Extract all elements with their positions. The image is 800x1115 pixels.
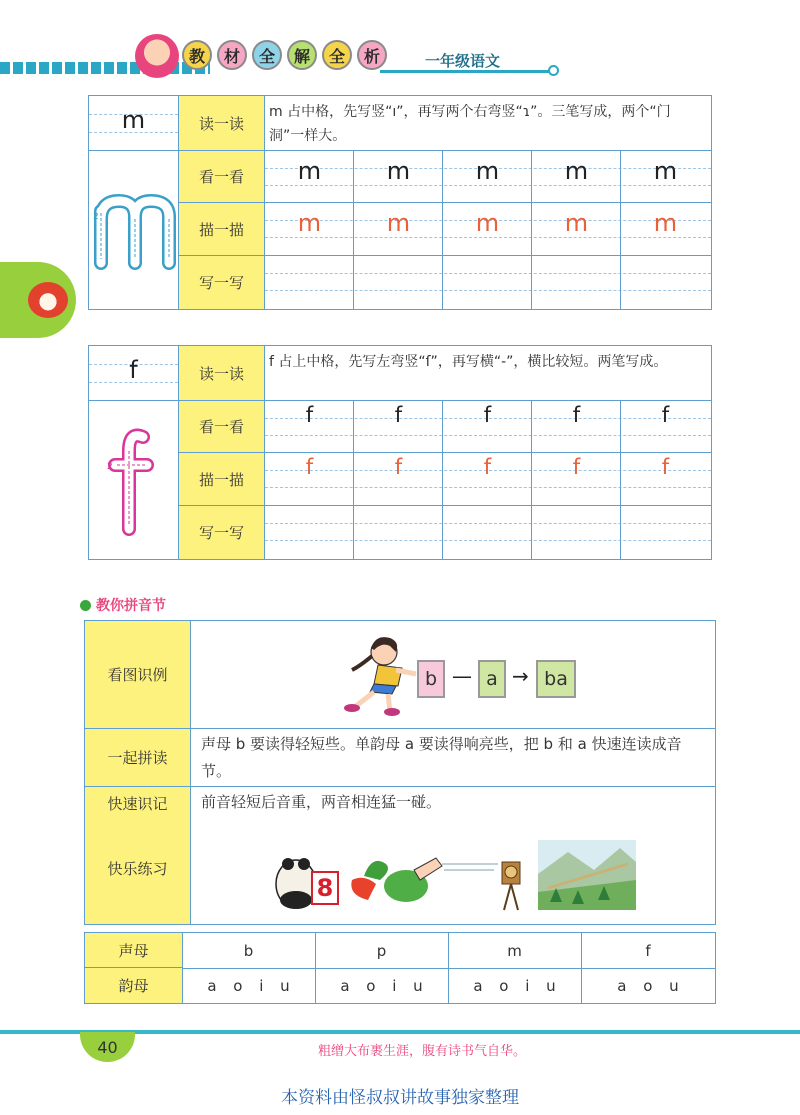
trace-label: 描一描 — [179, 203, 265, 256]
finals-label: 韵母 — [85, 968, 183, 1003]
practice-number: 8 — [316, 874, 334, 902]
page-header — [0, 0, 800, 95]
title-char: 全 — [252, 40, 282, 70]
letter-f-cell — [89, 346, 179, 401]
trace-letter: f — [394, 455, 403, 479]
final-cell: a o i u — [316, 968, 449, 1003]
sample-letter: m — [653, 157, 678, 185]
letter-m-cell — [89, 96, 179, 151]
write-row[interactable] — [89, 256, 711, 309]
dash-operator: — — [452, 664, 472, 688]
initial-cell: m — [449, 933, 582, 968]
letter-f-table — [88, 345, 712, 560]
row-label: 一起拼读 — [85, 729, 191, 787]
read-text: m 占中格，先写竖“ı”，再写两个右弯竖“ɿ”。三笔写成，两个“门洞”一样大。 — [269, 104, 671, 144]
arrow-operator: → — [512, 664, 529, 688]
section-title — [80, 595, 166, 615]
initials-label: 声母 — [85, 933, 183, 968]
trace-letter: m — [475, 209, 500, 237]
header-dot-icon — [548, 65, 559, 76]
row-text: 声母 b 要读得轻短些。单韵母 a 要读得响亮些，把 b 和 a 快速连读成音节。 — [201, 735, 682, 780]
initial-cell: b — [183, 933, 316, 968]
title-char: 教 — [182, 40, 212, 70]
title-char: 材 — [217, 40, 247, 70]
letter-m: m — [121, 106, 146, 134]
sample-letter: f — [394, 403, 403, 427]
final-cell: a o u — [617, 976, 680, 995]
read-label: 读一读 — [179, 346, 265, 401]
row-label: 快速识记 — [107, 795, 168, 813]
write-row[interactable] — [89, 506, 711, 559]
initial-cell: f — [645, 941, 652, 960]
row-text: 前音轻短后音重，两音相连猛一碰。 — [201, 793, 442, 811]
trace-label: 描一描 — [179, 453, 265, 506]
bullet-icon — [80, 600, 91, 611]
trace-letter: m — [297, 209, 322, 237]
final-cell: a o i u — [449, 968, 582, 1003]
row-label: 快乐练习 — [107, 860, 168, 878]
trace-letter: m — [564, 209, 589, 237]
grade-label: 一年级语文 — [425, 52, 501, 70]
trace-row — [89, 203, 711, 256]
book-title — [182, 40, 387, 70]
read-label: 读一读 — [179, 96, 265, 151]
trace-letter: f — [572, 455, 581, 479]
sample-letter: f — [661, 403, 670, 427]
title-char: 解 — [287, 40, 317, 70]
trace-letter: f — [305, 455, 314, 479]
final-cell: a o i u — [183, 968, 316, 1003]
trace-row — [89, 453, 711, 506]
look-label: 看一看 — [179, 151, 265, 203]
look-row — [89, 151, 711, 203]
svg-text:2: 2 — [107, 462, 113, 472]
trace-letter: m — [653, 209, 678, 237]
section-title-text: 教你拼音节 — [96, 598, 166, 614]
row-label-group — [85, 787, 191, 924]
header-line — [380, 70, 550, 73]
write-label: 写一写 — [179, 506, 265, 559]
write-label: 写一写 — [179, 256, 265, 309]
look-label: 看一看 — [179, 401, 265, 453]
syllable-box-b: b — [417, 660, 445, 698]
sample-letter: m — [386, 157, 411, 185]
cat-mascot-icon — [28, 282, 68, 318]
sample-letter: m — [475, 157, 500, 185]
initials-finals-chart — [84, 932, 716, 1004]
girl-mascot-icon — [135, 34, 179, 78]
sample-letter: m — [297, 157, 322, 185]
trace-letter: f — [661, 455, 670, 479]
trace-letter: f — [483, 455, 492, 479]
row-label: 看图识例 — [85, 621, 191, 729]
sample-letter: f — [305, 403, 314, 427]
look-row — [89, 401, 711, 453]
header-decor-strip — [0, 62, 210, 74]
svg-text:2: 2 — [93, 212, 99, 222]
girl-pushing-illustration — [330, 632, 420, 716]
sample-letter: f — [572, 403, 581, 427]
sample-letter: m — [564, 157, 589, 185]
syllable-box-ba: ba — [536, 660, 576, 698]
letter-f: f — [129, 356, 138, 384]
sample-letter: f — [483, 403, 492, 427]
read-text: f 占上中格，先写左弯竖“ſ”，再写横“-”，横比较短。两笔写成。 — [269, 354, 668, 370]
practice-illustration — [268, 840, 668, 912]
credit-line: 本资料由怪叔叔讲故事独家整理 — [281, 1088, 519, 1108]
footer-motto: 粗缯大布裹生涯，腹有诗书气自华。 — [318, 1044, 527, 1059]
trace-letter: m — [386, 209, 411, 237]
initial-cell: p — [316, 933, 449, 968]
letter-m-table — [88, 95, 712, 310]
page-number: 40 — [80, 1032, 135, 1062]
title-char: 析 — [357, 40, 387, 70]
syllable-box-a: a — [478, 660, 506, 698]
title-char: 全 — [322, 40, 352, 70]
